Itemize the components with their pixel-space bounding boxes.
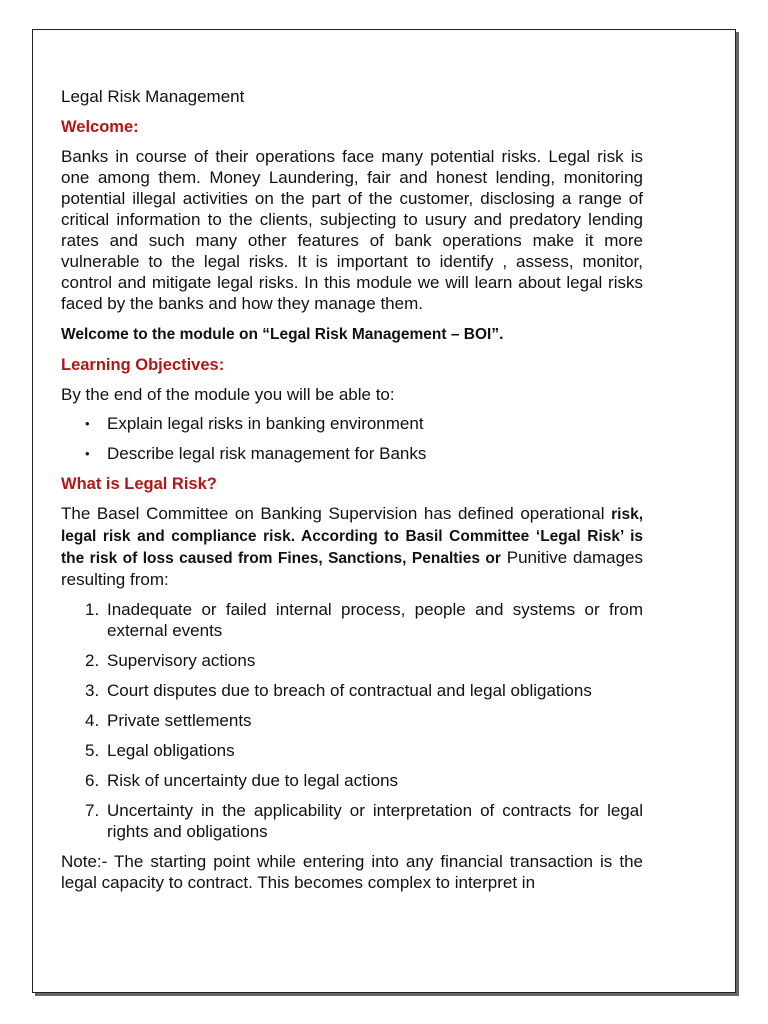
welcome-module-line: Welcome to the module on “Legal Risk Management – BOI”. bbox=[61, 326, 504, 343]
causes-list bbox=[61, 599, 643, 842]
list-item bbox=[61, 680, 643, 701]
objectives-list bbox=[61, 413, 643, 464]
objective-text: Describe legal risk management for Banks bbox=[107, 444, 427, 463]
list-item bbox=[61, 800, 643, 842]
item-text: Legal obligations bbox=[107, 741, 235, 760]
list-item bbox=[61, 443, 643, 464]
list-item bbox=[61, 770, 643, 791]
objectives-heading: Learning Objectives: bbox=[61, 356, 225, 374]
item-number: 5. bbox=[85, 741, 100, 760]
item-text: Court disputes due to breach of contractual and legal obligations bbox=[107, 681, 592, 700]
list-item bbox=[61, 740, 643, 761]
item-number: 1. bbox=[85, 600, 100, 619]
item-number: 7. bbox=[85, 801, 100, 820]
list-item bbox=[61, 599, 643, 641]
objective-text: Explain legal risks in banking environment bbox=[107, 414, 424, 433]
document-content bbox=[61, 56, 643, 893]
note-paragraph: Note:- The starting point while entering into any financial transaction is the legal capacity to contract. This becomes complex to interpret in bbox=[61, 852, 643, 892]
item-number: 6. bbox=[85, 771, 100, 790]
item-number: 2. bbox=[85, 651, 100, 670]
welcome-paragraph: Banks in course of their operations face many potential risks. Legal risk is one among them. Money Laundering, fair and honest lending, monitoring potential illegal activities on the part of the customer, disclosing a range of critical information to the clients, subjecting to usury and predatory lending rates and such many other features of bank operations make it more vulnerable to the legal risks. It is important to identify , assess, monitor, control and mitigate legal risks. In this module we will learn about legal risks faced by the banks and how they manage them. bbox=[61, 147, 643, 313]
objectives-intro: By the end of the module you will be able to: bbox=[61, 385, 395, 404]
legal-risk-intro bbox=[61, 503, 643, 590]
bullet-icon: • bbox=[85, 416, 90, 431]
item-text: Supervisory actions bbox=[107, 651, 256, 670]
list-item bbox=[61, 710, 643, 731]
list-item bbox=[61, 413, 643, 434]
legal-risk-intro-part1: The Basel Committee on Banking Supervision has defined operational bbox=[61, 504, 605, 523]
item-text: Inadequate or failed internal process, people and systems or from external events bbox=[107, 600, 643, 640]
document-title: Legal Risk Management bbox=[61, 87, 245, 106]
item-text: Private settlements bbox=[107, 711, 252, 730]
item-number: 3. bbox=[85, 681, 100, 700]
legal-risk-definition: risk, legal risk and compliance risk. According to Basil Committee ‘Legal Risk’ is the risk of loss caused from Fines, Sanctions, Penalties or bbox=[61, 506, 643, 567]
legal-risk-intro-part2: Punitive damages resulting from: bbox=[61, 548, 643, 589]
legal-risk-heading: What is Legal Risk? bbox=[61, 475, 217, 493]
welcome-heading: Welcome: bbox=[61, 118, 139, 136]
list-item bbox=[61, 650, 643, 671]
item-text: Uncertainty in the applicability or interpretation of contracts for legal rights and obligations bbox=[107, 801, 643, 841]
item-number: 4. bbox=[85, 711, 100, 730]
item-text: Risk of uncertainty due to legal actions bbox=[107, 771, 399, 790]
bullet-icon: • bbox=[85, 446, 90, 461]
